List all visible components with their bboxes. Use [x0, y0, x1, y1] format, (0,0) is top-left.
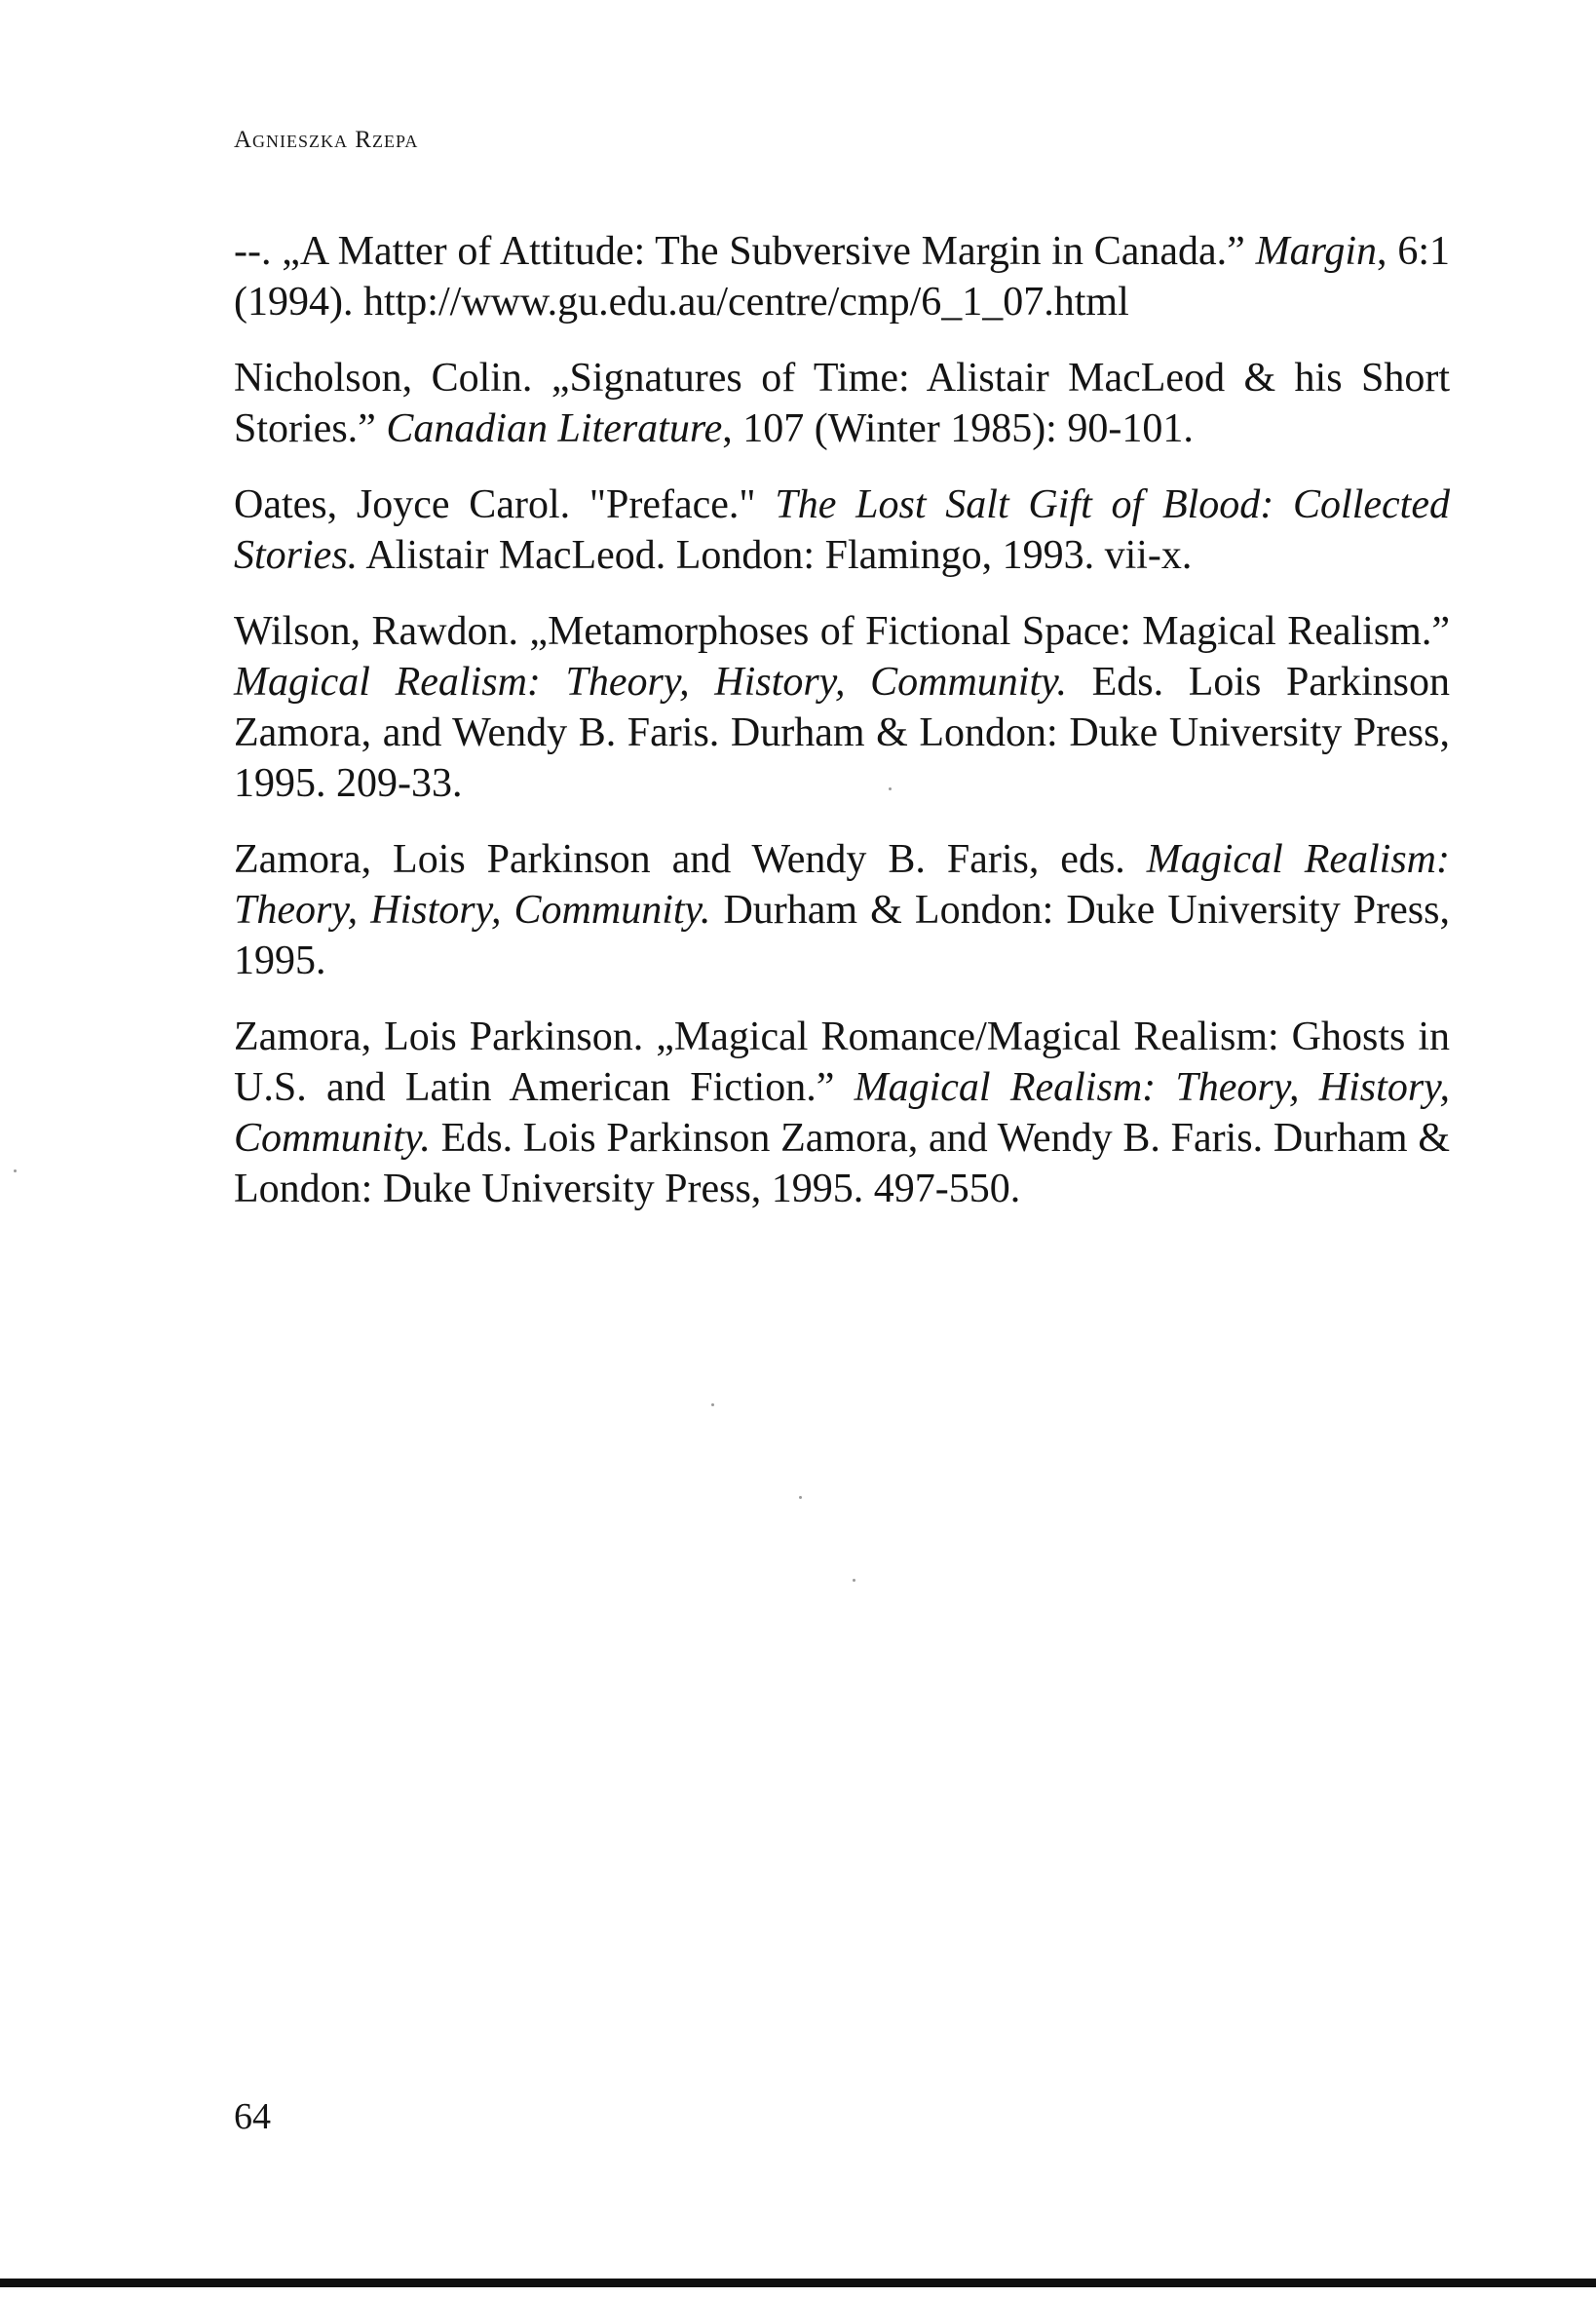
entry-text: Wilson, Rawdon. „Metamorphoses of Fictional Space: Magical Realism.” — [234, 609, 1450, 654]
bibliography-entry — [234, 226, 1450, 327]
scan-speck — [853, 1579, 855, 1582]
scan-speck — [799, 1496, 802, 1499]
entry-text: , 6:1 (1994). http://www.gu.edu.au/centre/cmp/6_1_07.html — [234, 229, 1450, 325]
entry-text: Eds. Lois Parkinson Zamora, and Wendy B. Faris. Durham & London: Duke University Press, 1995. 209-33. — [234, 660, 1450, 806]
scan-speck — [889, 787, 892, 790]
scan-speck — [14, 1169, 17, 1172]
bibliography-entry — [234, 353, 1450, 454]
entry-title: Canadian Literature — [386, 406, 723, 451]
entry-text: , 107 (Winter 1985): 90-101. — [722, 406, 1194, 451]
entry-text: --. „A Matter of Attitude: The Subversive Margin in Canada.” — [234, 229, 1256, 274]
bibliography-entry — [234, 1012, 1450, 1214]
scan-speck — [711, 1403, 714, 1406]
entry-title: The Lost Salt Gift of Blood: Collected Stories. — [234, 482, 1450, 578]
bibliography-list — [234, 226, 1450, 1240]
entry-text: Alistair MacLeod. London: Flamingo, 1993. vii-x. — [358, 533, 1193, 578]
entry-text: Zamora, Lois Parkinson. „Magical Romance/Magical Realism: Ghosts in U.S. and Latin American Fiction.” — [234, 1015, 1450, 1110]
entry-text: Nicholson, Colin. „Signatures of Time: Alistair MacLeod & his Short Stories.” — [234, 356, 1450, 451]
entry-title: Magical Realism: Theory, History, Community. — [234, 660, 1067, 705]
entry-title: Magical Realism: Theory, History, Community. — [234, 837, 1450, 933]
entry-title: Magical Realism: Theory, History, Community. — [234, 1065, 1450, 1161]
bottom-scan-edge — [0, 2279, 1596, 2287]
entry-text: Durham & London: Duke University Press, 1995. — [234, 888, 1450, 983]
entry-text: Oates, Joyce Carol. "Preface." — [234, 482, 776, 527]
entry-title: Margin — [1255, 229, 1378, 274]
page-number: 64 — [234, 2096, 271, 2137]
bibliography-entry — [234, 834, 1450, 986]
bibliography-entry — [234, 606, 1450, 809]
entry-text: Zamora, Lois Parkinson and Wendy B. Faris, eds. — [234, 837, 1147, 882]
bibliography-entry — [234, 479, 1450, 581]
running-head: Agnieszka Rzepa — [234, 127, 419, 153]
entry-text: Eds. Lois Parkinson Zamora, and Wendy B. Faris. Durham & London: Duke University Press, 1995. 497-550. — [234, 1116, 1450, 1211]
